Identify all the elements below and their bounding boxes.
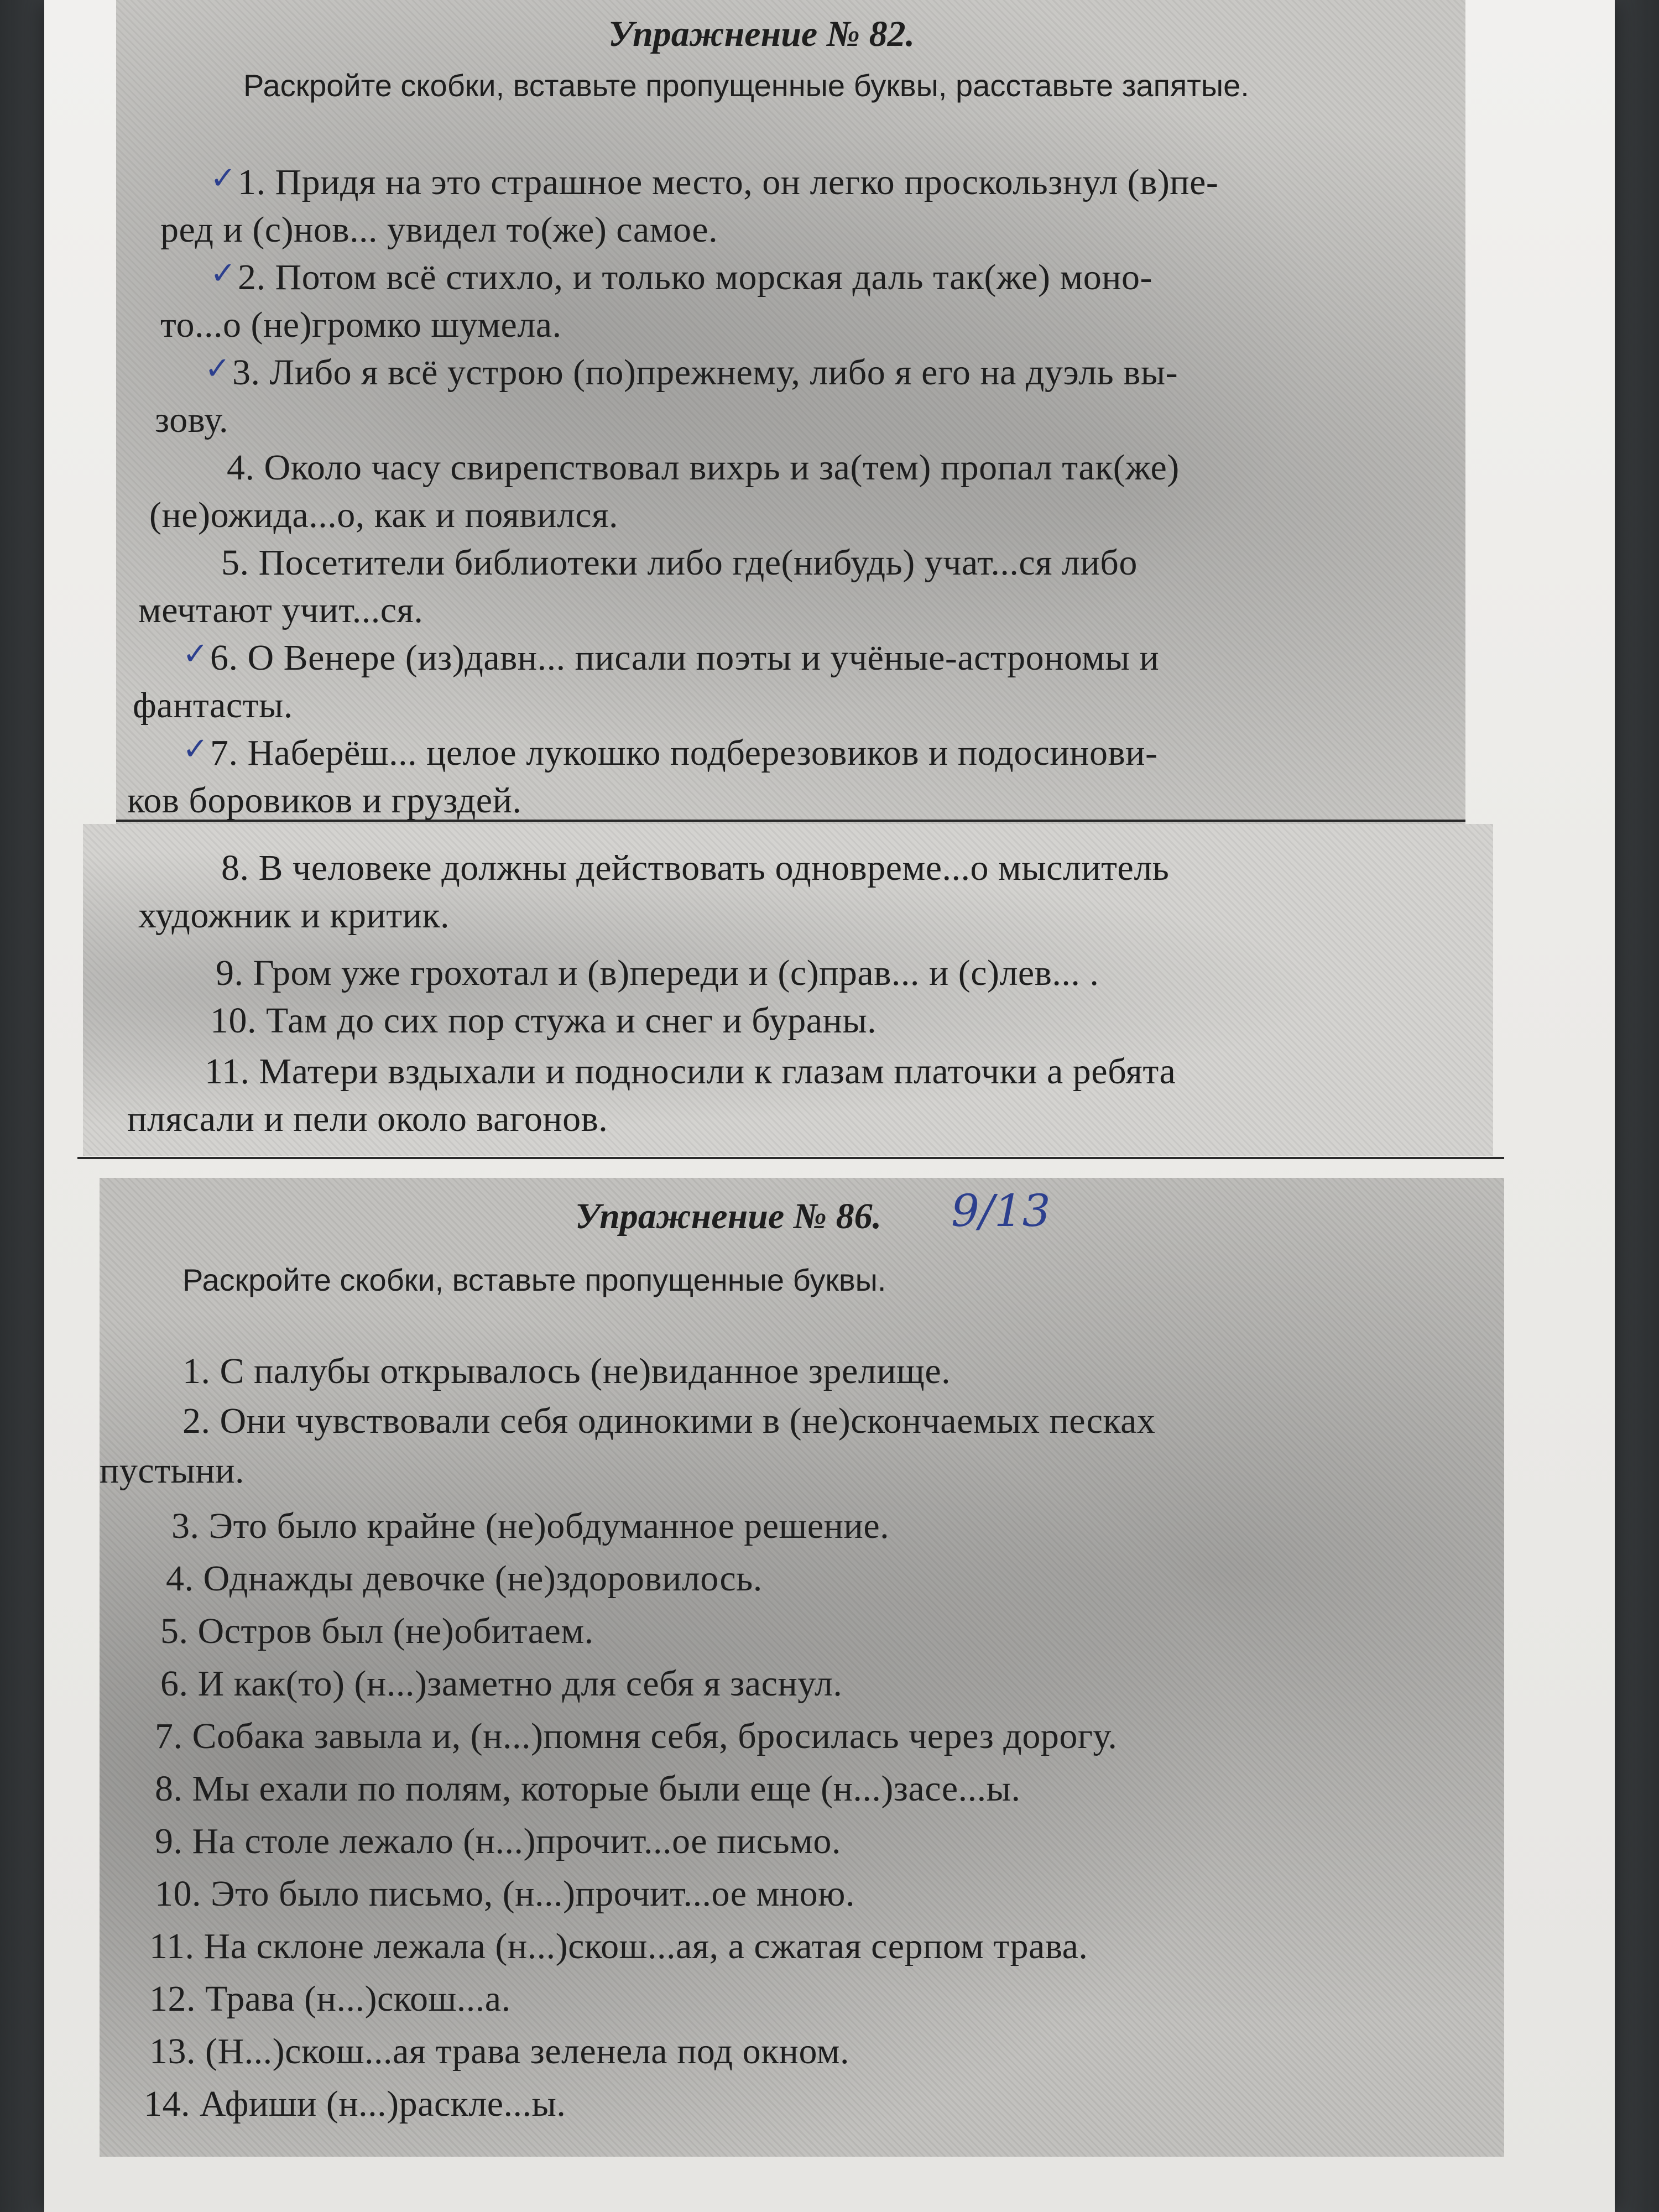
exercise-82-line: плясали и пели около вагонов. <box>127 1099 608 1139</box>
worksheet-paper <box>44 0 1615 2212</box>
exercise-86-line: 4. Однажды девочке (не)здоровилось. <box>166 1558 763 1599</box>
exercise-82-line: 11. Матери вздыхали и подносили к глазам платочки а ребята <box>205 1051 1176 1092</box>
check-mark: ✓ <box>210 255 236 291</box>
exercise-86-line: 9. На столе лежало (н...)прочит...ое письмо. <box>155 1821 841 1861</box>
exercise-86-line: пустыни. <box>100 1451 244 1491</box>
exercise-86-line: 8. Мы ехали по полям, которые были еще (н...)засе...ы. <box>155 1768 1021 1809</box>
exercise-86-line: 14. Афиши (н...)раскле...ы. <box>144 2084 566 2124</box>
exercise-82-instruction: Раскройте скобки, вставьте пропущенные буквы, расставьте запятые. <box>243 68 1249 103</box>
exercise-82-line: то...о (не)громко шумела. <box>160 305 562 345</box>
exercise-86-line: 2. Они чувствовали себя одинокими в (не)скончаемых песках <box>182 1401 1156 1441</box>
exercise-86-line: 11. На склоне лежала (н...)скош...ая, а сжатая серпом трава. <box>149 1926 1088 1966</box>
exercise-82-block <box>116 0 1465 824</box>
exercise-82-line: 5. Посетители библиотеки либо где(нибудь) учат...ся либо <box>221 542 1138 583</box>
section-divider <box>77 1157 1504 1159</box>
handwritten-grade: 9/13 <box>951 1185 1051 1237</box>
exercise-82-line: 3. Либо я всё устрою (по)прежнему, либо я его на дуэль вы- <box>232 352 1178 393</box>
exercise-82-line: 6. О Венере (из)давн... писали поэты и учёные-астрономы и <box>210 638 1160 678</box>
exercise-82-line: 8. В человеке должны действовать одновреме...о мыслитель <box>221 848 1170 888</box>
exercise-82-line: художник и критик. <box>138 895 450 936</box>
exercise-82-line: 9. Гром уже грохотал и (в)переди и (с)прав... и (с)лев... . <box>216 953 1099 993</box>
exercise-86-line: 6. И как(то) (н...)заметно для себя я заснул. <box>160 1663 843 1704</box>
check-mark: ✓ <box>205 351 231 387</box>
exercise-82-line: 4. Около часу свирепствовал вихрь и за(тем) пропал так(же) <box>227 447 1180 488</box>
exercise-82-line: 10. Там до сих пор стужа и снег и бураны. <box>210 1000 877 1041</box>
exercise-82-line: фантасты. <box>133 685 293 726</box>
exercise-82-line: 1. Придя на это страшное место, он легко проскользнул (в)пе- <box>238 162 1219 202</box>
check-mark: ✓ <box>182 636 208 672</box>
exercise-82-title: Упражнение № 82. <box>608 14 915 54</box>
exercise-82-line: 2. Потом всё стихло, и только морская даль так(же) моно- <box>238 257 1153 298</box>
exercise-86-line: 12. Трава (н...)скош...а. <box>149 1979 511 2019</box>
exercise-86-instruction: Раскройте скобки, вставьте пропущенные буквы. <box>182 1262 886 1297</box>
exercise-86-line: 13. (Н...)скош...ая трава зеленела под окном. <box>149 2031 849 2072</box>
exercise-86-line: 1. С палубы открывалось (не)виданное зрелище. <box>182 1351 951 1391</box>
check-mark: ✓ <box>182 731 208 767</box>
exercise-82-line: (не)ожида...о, как и появился. <box>149 495 618 535</box>
exercise-82-line: ред и (с)нов... увидел то(же) самое. <box>160 210 718 250</box>
check-mark: ✓ <box>210 160 236 196</box>
exercise-82-line: зову. <box>155 400 228 440</box>
exercise-86-title: Упражнение № 86. <box>575 1196 882 1237</box>
exercise-82-line: ков боровиков и груздей. <box>127 780 522 821</box>
exercise-86-line: 10. Это было письмо, (н...)прочит...ое мною. <box>155 1874 855 1914</box>
exercise-86-line: 7. Собака завыла и, (н...)помня себя, бросилась через дорогу. <box>155 1716 1118 1756</box>
exercise-86-line: 5. Остров был (не)обитаем. <box>160 1611 594 1651</box>
exercise-82-line: мечтают учит...ся. <box>138 590 424 630</box>
exercise-86-line: 3. Это было крайне (не)обдуманное решение. <box>171 1506 890 1546</box>
exercise-82-line: 7. Наберёш... целое лукошко подберезовиков и подосинови- <box>210 733 1158 773</box>
